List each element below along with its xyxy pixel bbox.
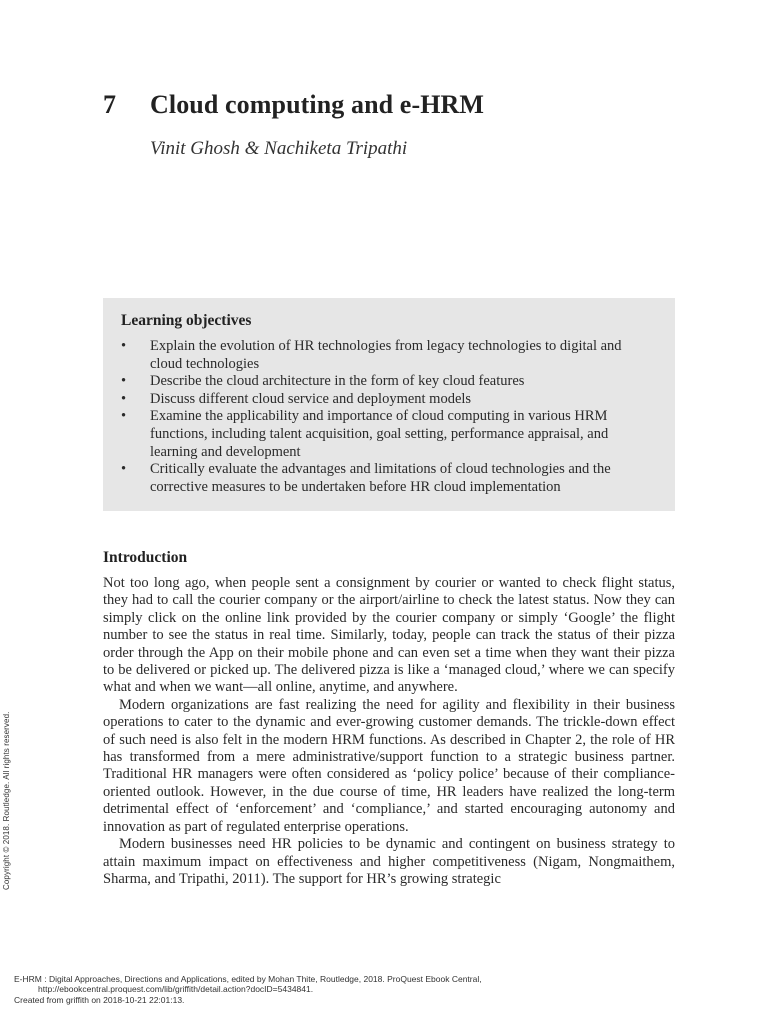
introduction-heading: Introduction (103, 549, 188, 566)
learning-objectives-heading: Learning objectives (121, 312, 252, 329)
bullet-icon: • (121, 461, 127, 478)
objective-text: Describe the cloud architecture in the form of key cloud features (150, 373, 525, 390)
objective-text: Examine the applicability and importance of cloud computing in various HRM functions, including talent acquisition, goal setting, performance appraisal, and learning and development (150, 408, 609, 460)
chapter-header (103, 86, 683, 162)
bullet-icon: • (121, 373, 127, 390)
footer-created: Created from griffith on 2018-10-21 22:01:13. (14, 994, 185, 1005)
objective-text: Discuss different cloud service and deployment models (150, 390, 472, 407)
objective-item (121, 373, 657, 391)
copyright-notice: Copyright © 2018. Routledge. All rights reserved. (2, 711, 11, 890)
chapter-title-line (103, 86, 683, 124)
objective-item (121, 391, 657, 409)
chapter-authors: Vinit Ghosh & Nachiketa Tripathi (150, 138, 408, 159)
introduction-section (103, 547, 675, 888)
objective-text: Explain the evolution of HR technologies from legacy technologies to digital and cloud technologies (150, 338, 622, 372)
objective-item (121, 461, 657, 496)
page-footer (14, 974, 754, 1005)
body-paragraph: Modern businesses need HR policies to be dynamic and contingent on business strategy to attain maximum impact on effectiveness and higher competitiveness (Nigam, Nongmaithem, Sharma, and Tripathi, 2011). The support for HR’s growing strategic (103, 836, 675, 887)
bullet-icon: • (121, 408, 127, 425)
objective-item (121, 338, 657, 373)
chapter-title: Cloud computing and e-HRM (150, 90, 485, 119)
bullet-icon: • (121, 390, 127, 407)
objective-item (121, 408, 657, 461)
objective-text: Critically evaluate the advantages and limitations of cloud technologies and the corrective measures to be undertaken before HR cloud implementation (150, 461, 611, 495)
body-paragraph: Not too long ago, when people sent a consignment by courier or wanted to check flight status, they had to call the courier company or the airport/airline to check the latest status. Now they can simply click on the online link provided by the courier company or simply ‘Google’ the flight number to see the status in real time. Similarly, today, people can track the status of their pizza order through the App on their mobile phone and can even set a time when they want their pizza to be delivered or picked up. The delivered pizza is like a ‘managed cloud,’ where we can specify what and when we want—all online, anytime, and anywhere. (103, 575, 675, 696)
footer-url: http://ebookcentral.proquest.com/lib/griffith/detail.action?docID=5434841. (38, 984, 314, 995)
learning-objectives-list (121, 338, 657, 496)
bullet-icon: • (121, 338, 127, 354)
chapter-number: 7 (103, 90, 117, 119)
learning-objectives-box (103, 298, 675, 511)
footer-citation: E-HRM : Digital Approaches, Directions and Applications, edited by Mohan Thite, Routledge, 2018. ProQuest Ebook Central, (14, 974, 482, 984)
body-paragraph: Modern organizations are fast realizing the need for agility and flexibility in their business operations to cater to the dynamic and ever-growing customer demands. The trickle-down effect of such need is also felt in the modern HRM functions. As described in Chapter 2, the role of HR has transformed from a mere administrative/support function to a strategic business partner. Traditional HR managers were often considered as ‘policy police’ because of their compliance-oriented outlook. However, in the due course of time, HR leaders have realized the long-term detrimental effect of ‘enforcement’ and ‘compliance,’ and started encouraging autonomy and innovation as part of regulated enterprise operations. (103, 696, 675, 835)
